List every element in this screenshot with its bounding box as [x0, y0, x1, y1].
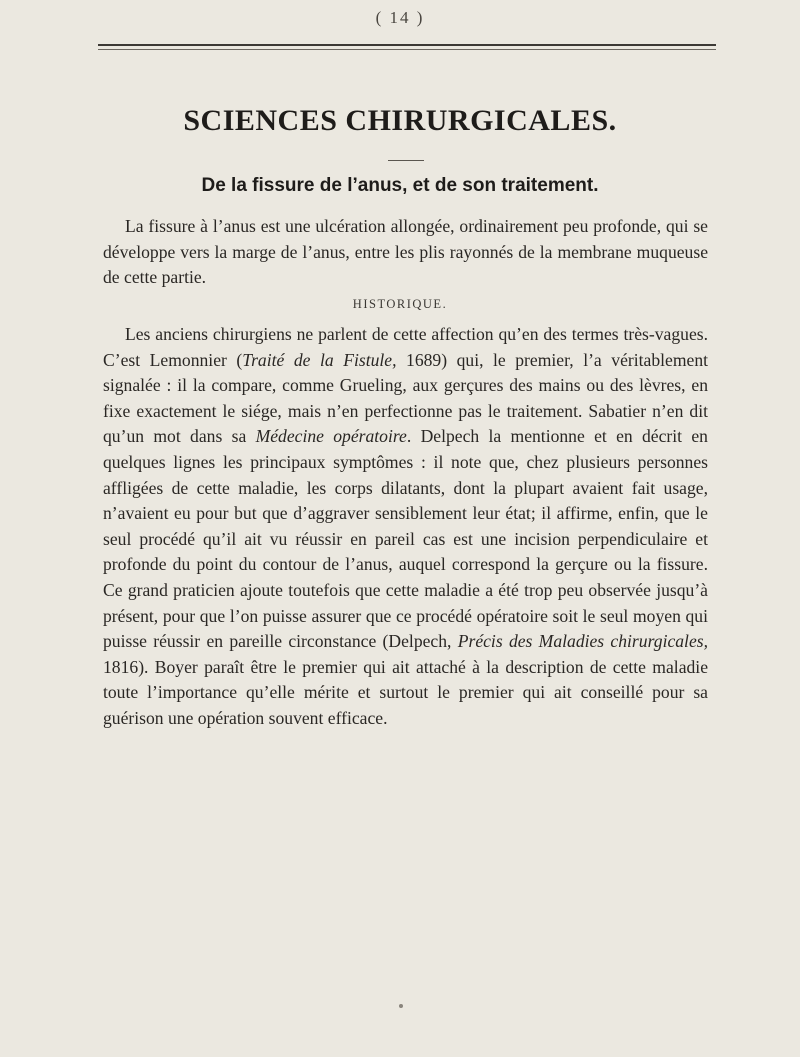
header-rule: [98, 44, 716, 46]
page-mark: [399, 1004, 403, 1008]
citation-delpech: Précis des Maladies chirurgicales,: [457, 631, 709, 652]
article-title: De la fissure de l’anus, et de son traitement.: [201, 175, 599, 196]
intro-paragraph: La fissure à l’anus est une ulcération allongée, ordinairement peu profonde, qui se développe vers la marge de l’anus, entre les plis rayonnés de la membrane muqueuse de cette partie.: [103, 216, 708, 288]
historique-text-2: 1689) qui, le premier, l’a véritablement signalée : il la compare, comme Grueling, aux gerçures des mains ou des lèvres, en fixe exactement le siége, mais n’en perfectionne pas le traitement. Sabatier n’en dit qu’un mot dans sa: [103, 349, 709, 447]
page-number: ( 14 ): [375, 8, 425, 27]
citation-sabatier: Médecine opératoire: [255, 426, 407, 447]
historique-text-4: 1816). Boyer paraît être le premier qui ait attaché à la description de cette maladie toute l’importance qu’elle mérite et surtout le premier qui ait conseillé pour sa guérison une opération souvent efficace.: [103, 656, 708, 728]
historique-text-1: Les anciens chirurgiens ne parlent de cette affection qu’en des termes très-vagues. C’est Lemonnier (: [103, 324, 708, 370]
title-divider: [388, 160, 424, 161]
subhead-historique: HISTORIQUE.: [352, 297, 448, 311]
header-rule-thin: [98, 49, 716, 50]
historique-paragraph: [103, 322, 708, 732]
citation-lemonnier: Traité de la Fistule,: [242, 349, 397, 370]
historique-text-3: . Delpech la mentionne et en décrit en quelques lignes les principaux symptômes : il note que, chez plusieurs personnes affligées de cette maladie, les corps dilatants, dont la plupart avaient fait usage, n’avaient eu pour but que d’aggraver sensiblement leur état; il affirme, enfin, que le seul procédé qu’il ait vu réussir en pareil cas est une incision perpendiculaire et profonde du point du contour de l’anus, auquel correspond la gerçure ou la fissure. Ce grand praticien ajoute toutefois que cette maladie a été trop peu observée jusqu’à présent, pour que l’on puisse assurer que ce procédé opératoire soit le seul moyen qui puisse réussir en pareille circonstance (Delpech,: [103, 426, 708, 652]
section-title: SCIENCES CHIRURGICALES.: [183, 104, 617, 137]
